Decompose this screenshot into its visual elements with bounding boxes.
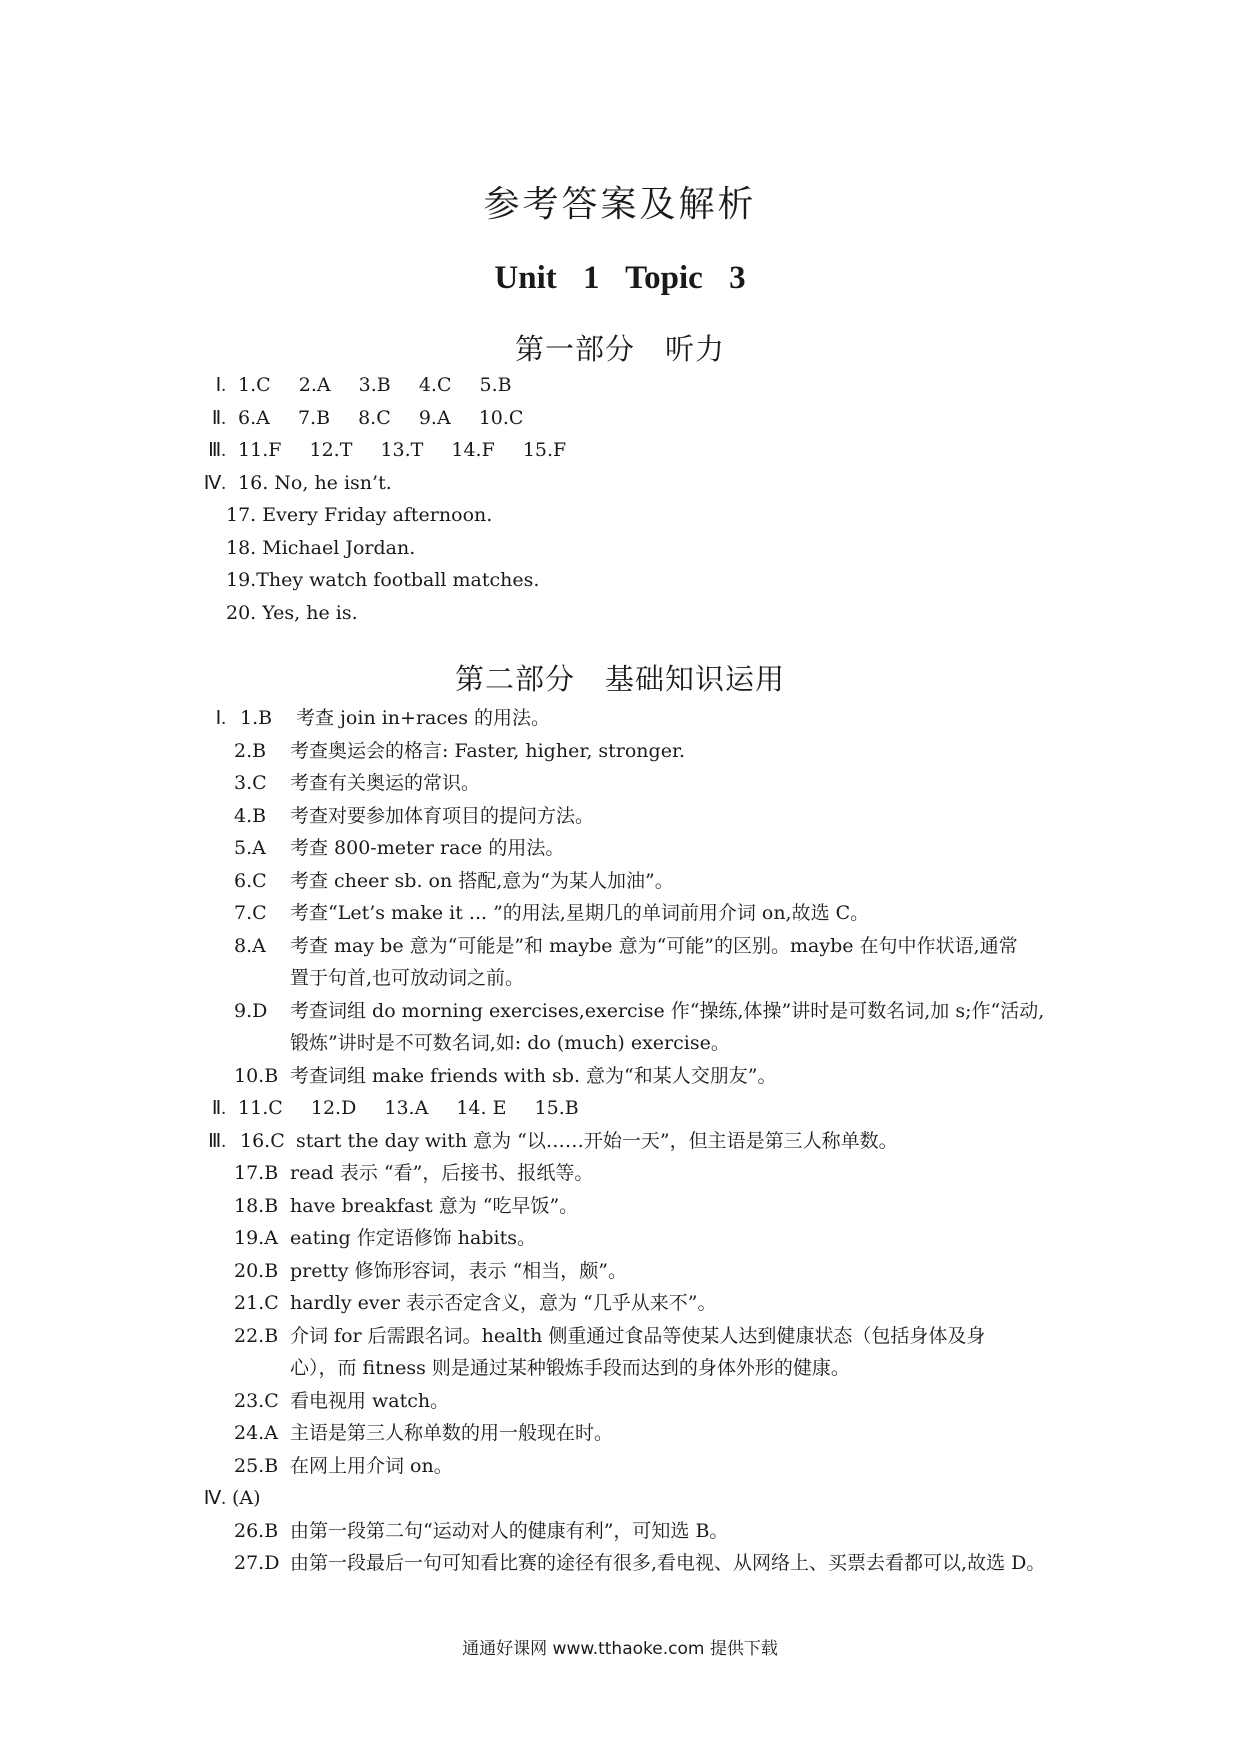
item-number: 27.D (234, 1552, 280, 1574)
section-name: 听力 (665, 332, 726, 366)
roman-numeral: Ⅱ. (211, 1098, 226, 1119)
answer: 1.C (238, 374, 271, 396)
answer: 15.F (522, 439, 567, 461)
answer: 10.C (478, 406, 524, 429)
knowledge-item (190, 930, 1060, 963)
item-number: 5.A (234, 837, 266, 859)
answer: 4.C (418, 374, 452, 396)
listening-part-3 (190, 434, 1060, 467)
answer: 5.B (479, 374, 512, 396)
item-explanation: start the day with 意为 “以……开始一天”，但主语是第三人称单数。 (296, 1129, 898, 1152)
section-name: 基础知识运用 (605, 662, 786, 696)
knowledge-item (190, 1157, 1060, 1190)
knowledge-item (190, 1222, 1060, 1255)
answer: 12.D (310, 1097, 357, 1119)
item-explanation: 由第一段第二句“运动对人的健康有利”，可知选 B。 (290, 1519, 729, 1542)
knowledge-item (190, 767, 1060, 800)
answer: 12.T (309, 439, 353, 461)
knowledge-item (190, 1255, 1060, 1288)
item-number: 18.B (234, 1194, 279, 1217)
item-number: 8.A (234, 934, 266, 957)
listening-part-2 (190, 402, 1060, 435)
knowledge-part-2 (190, 1092, 1060, 1125)
answer: 2.A (298, 374, 331, 396)
answer: 9.A (418, 406, 451, 429)
answer: 6.A (238, 406, 270, 429)
answer: 11.C (238, 1097, 283, 1119)
answer: 7.B (297, 406, 331, 429)
answer: 14. E (456, 1097, 507, 1119)
item-explanation: 考查对要参加体育项目的提问方法。 (290, 804, 595, 827)
knowledge-item (190, 865, 1060, 898)
knowledge-item (190, 1125, 1060, 1158)
answer-line (190, 597, 1060, 630)
listening-answers (190, 369, 1060, 629)
knowledge-item (190, 832, 1060, 865)
item-explanation: 考查有关奥运的常识。 (290, 772, 481, 794)
knowledge-item (190, 1547, 1060, 1580)
answer: 13.T (380, 439, 424, 461)
item-explanation: 考查词组 make friends with sb. 意为“和某人交朋友”。 (290, 1064, 777, 1087)
knowledge-item (190, 897, 1060, 930)
answer-line (190, 499, 1060, 532)
item-number: 22.B (234, 1324, 279, 1347)
item-explanation: 考查 cheer sb. on 搭配,意为“为某人加油”。 (290, 869, 674, 892)
roman-numeral: Ⅰ. (215, 375, 226, 396)
item-explanation: 考查“Let’s make it ... ”的用法,星期几的单词前用介词 on,故选 C。 (290, 902, 870, 924)
knowledge-item (190, 1385, 1060, 1418)
answer: 8.C (358, 406, 391, 429)
answer: 20. Yes, he is. (226, 601, 358, 624)
knowledge-item (190, 1515, 1060, 1548)
answer: 13.A (384, 1097, 429, 1119)
item-number: 7.C (234, 902, 267, 924)
item-explanation: 看电视用 watch。 (290, 1389, 450, 1412)
knowledge-item (190, 1320, 1060, 1353)
item-number: 26.B (234, 1519, 279, 1542)
knowledge-item (190, 800, 1060, 833)
item-explanation: 在网上用介词 on。 (290, 1454, 453, 1477)
answer: 3.B (358, 374, 391, 396)
item-number: 2.B (234, 739, 267, 762)
answer: 11.F (238, 439, 282, 461)
item-explanation: read 表示 “看”，后接书、报纸等。 (290, 1162, 594, 1184)
item-explanation: 考查 join in+races 的用法。 (296, 707, 551, 729)
item-explanation: 考查奥运会的格言: Faster, higher, stronger. (290, 739, 685, 762)
knowledge-answers (190, 702, 1060, 1580)
unit-topic-heading: Unit 1 Topic 3 (494, 260, 746, 296)
answer: 18. Michael Jordan. (226, 536, 416, 559)
knowledge-item (190, 1450, 1060, 1483)
item-continuation: 锻炼”讲时是不可数名词,如: do (much) exercise。 (290, 1032, 730, 1054)
item-explanation: have breakfast 意为 “吃早饭”。 (290, 1194, 579, 1217)
item-number: 21.C (234, 1292, 279, 1314)
roman-numeral: Ⅱ. (211, 407, 226, 429)
item-continuation: 置于句首,也可放动词之前。 (290, 967, 525, 989)
item-number: 6.C (234, 869, 267, 892)
item-explanation: 介词 for 后需跟名词。health 侧重通过食品等使某人达到健康状态（包括身体及身 (290, 1324, 986, 1347)
answer-line (190, 564, 1060, 597)
knowledge-item (190, 1060, 1060, 1093)
answer: 15.B (534, 1097, 579, 1119)
passage-label: (A) (232, 1487, 261, 1509)
item-number: 19.A (234, 1227, 278, 1249)
listening-part-1 (190, 369, 1060, 402)
item-number: 25.B (234, 1454, 279, 1477)
item-explanation: 考查 may be 意为“可能是”和 maybe 意为“可能”的区别。maybe 在句中作状语,通常 (290, 934, 1018, 957)
item-number: 23.C (234, 1389, 279, 1412)
item-explanation: 考查词组 do morning exercises,exercise 作“操练,体操”讲时是可数名词,加 s;作“活动, (290, 999, 1045, 1022)
item-explanation: 由第一段最后一句可知看比赛的途径有很多,看电视、从网络上、买票去看都可以,故选 D。 (290, 1552, 1046, 1574)
item-explanation: 主语是第三人称单数的用一般现在时。 (290, 1422, 614, 1444)
section-part-label: 第二部分 (454, 662, 575, 696)
knowledge-item (190, 735, 1060, 768)
roman-numeral: Ⅳ. (203, 1488, 226, 1509)
item-number: 10.B (234, 1064, 279, 1087)
page-footer: 通通好课网 www.tthaoke.com 提供下载 (462, 1639, 778, 1659)
page-title: 参考答案及解析 (483, 184, 757, 225)
roman-numeral: Ⅲ. (208, 1130, 226, 1152)
item-number: 20.B (234, 1259, 279, 1282)
item-number: 9.D (234, 999, 268, 1022)
section-heading-knowledge (0, 657, 1240, 698)
section-heading-listening (0, 327, 1240, 368)
item-explanation: hardly ever 表示否定含义，意为 “几乎从来不”。 (290, 1292, 717, 1314)
item-explanation: eating 作定语修饰 habits。 (290, 1227, 536, 1249)
section-part-label: 第一部分 (514, 332, 635, 366)
knowledge-item (190, 1287, 1060, 1320)
answer: 17. Every Friday afternoon. (226, 504, 493, 526)
listening-part-4 (190, 467, 1060, 500)
knowledge-item (190, 995, 1060, 1028)
answer-line (190, 532, 1060, 565)
item-number: 24.A (234, 1422, 278, 1444)
item-number: 3.C (234, 772, 267, 794)
item-explanation: pretty 修饰形容词，表示 “相当，颇”。 (290, 1259, 628, 1282)
item-continuation: 心），而 fitness 则是通过某种锻炼手段而达到的身体外形的健康。 (290, 1357, 850, 1379)
knowledge-part-4 (190, 1482, 1060, 1515)
answer: 16. No, he isn’t. (238, 471, 392, 494)
item-number: 16.C (240, 1129, 285, 1152)
knowledge-item (190, 1417, 1060, 1450)
knowledge-item (190, 1190, 1060, 1223)
roman-numeral: Ⅳ. (203, 472, 226, 494)
item-number: 1.B (240, 707, 273, 729)
item-number: 4.B (234, 804, 267, 827)
knowledge-item (190, 702, 1060, 735)
answer: 19.They watch football matches. (226, 569, 540, 591)
item-number: 17.B (234, 1162, 279, 1184)
item-explanation: 考查 800-meter race 的用法。 (290, 837, 565, 859)
roman-numeral: Ⅲ. (208, 440, 226, 461)
roman-numeral: Ⅰ. (215, 708, 226, 729)
answer: 14.F (451, 439, 495, 461)
